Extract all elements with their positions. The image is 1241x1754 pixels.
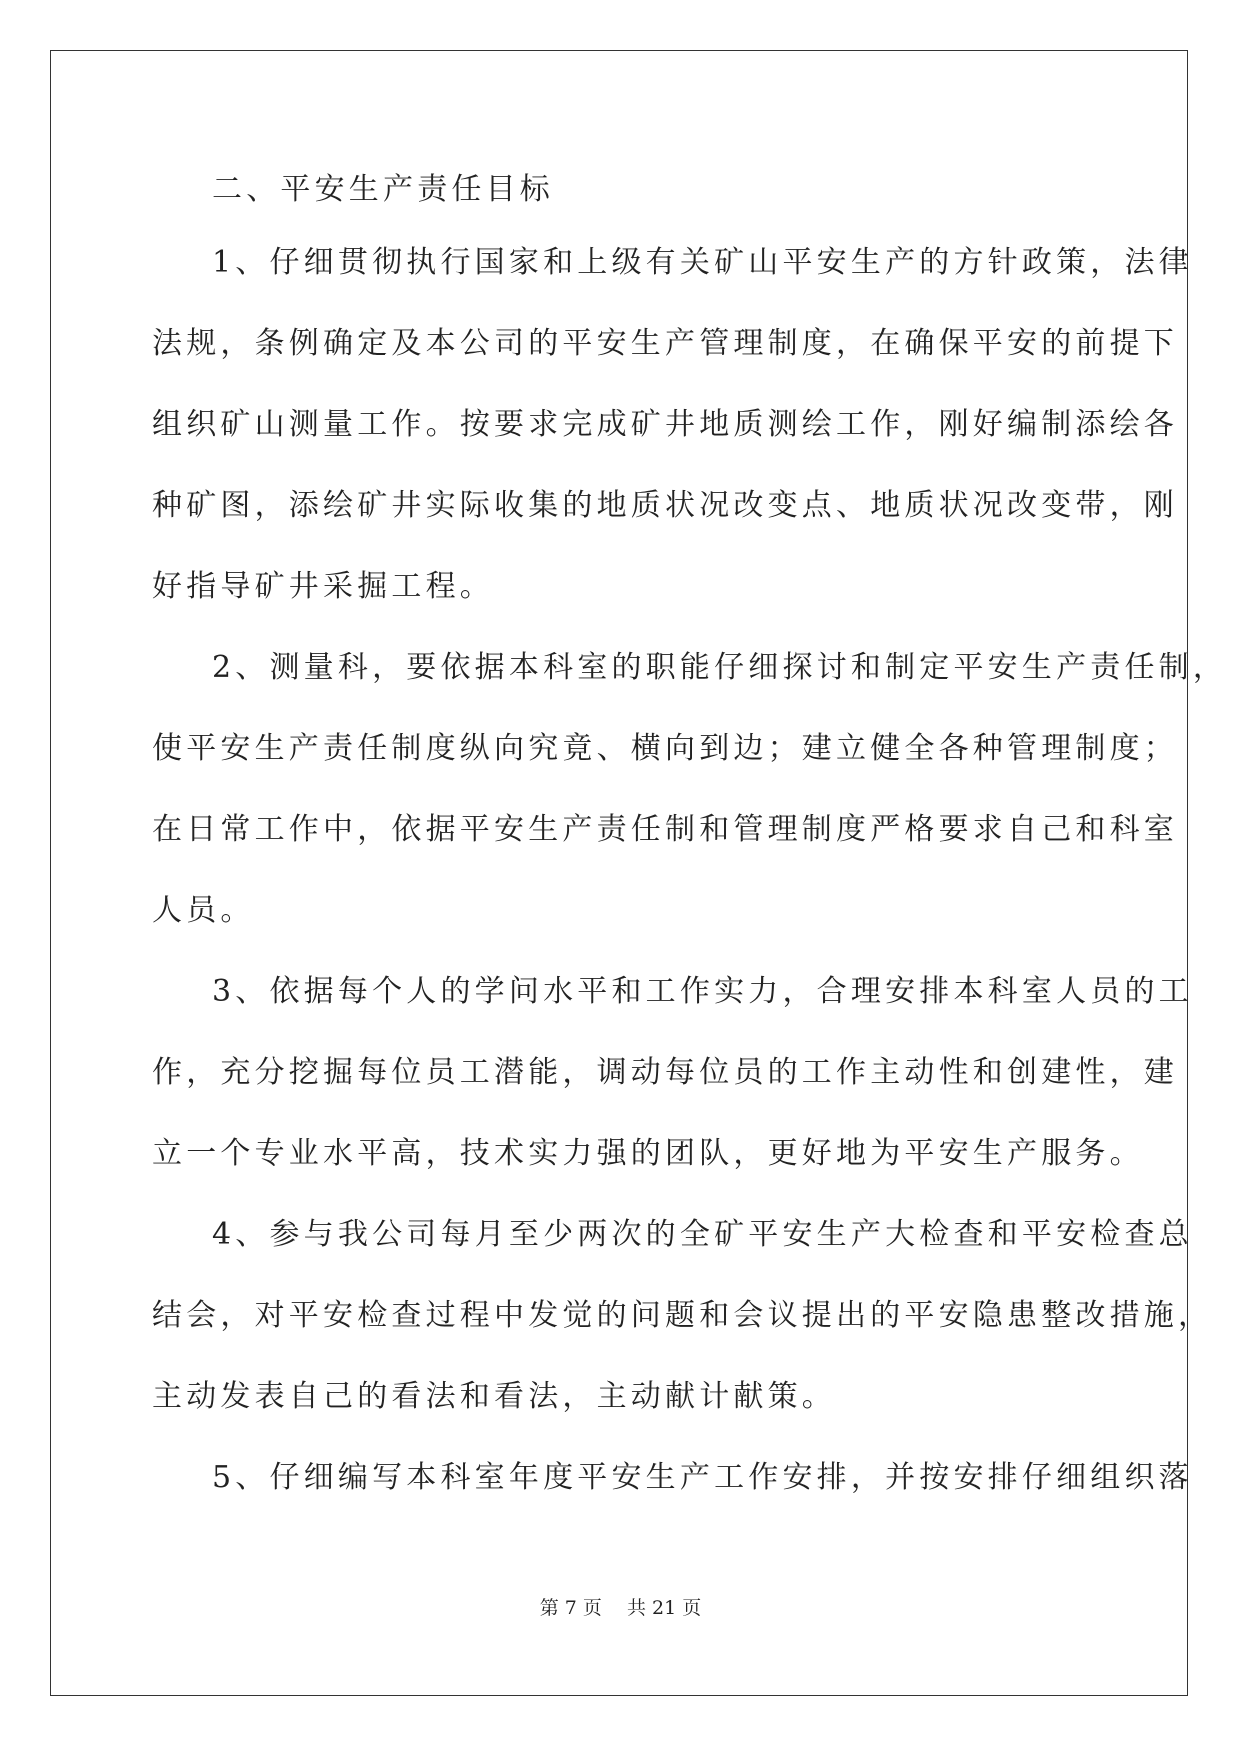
paragraph-line: 在日常工作中，依据平安生产责任制和管理制度严格要求自己和科室 — [152, 812, 1178, 847]
paragraph-line: 人员。 — [152, 893, 255, 928]
section-heading: 二、平安生产责任目标 — [212, 172, 554, 207]
page-number-footer: 第 7 页 共 21 页 — [539, 1597, 702, 1619]
paragraph-line: 法规，条例确定及本公司的平安生产管理制度，在确保平安的前提下 — [152, 326, 1178, 361]
paragraph-line: 4、参与我公司每月至少两次的全矿平安生产大检查和平安检查总 — [212, 1217, 1193, 1252]
paragraph-line: 作，充分挖掘每位员工潜能，调动每位员的工作主动性和创建性，建 — [152, 1055, 1178, 1090]
paragraph-line: 结会，对平安检查过程中发觉的问题和会议提出的平安隐患整改措施， — [152, 1298, 1213, 1333]
page-border — [50, 50, 1188, 1696]
paragraph-line: 好指导矿井采掘工程。 — [152, 569, 494, 604]
paragraph-line: 2、测量科，要依据本科室的职能仔细探讨和制定平安生产责任制， — [212, 650, 1228, 685]
paragraph-line: 使平安生产责任制度纵向究竟、横向到边；建立健全各种管理制度； — [152, 731, 1178, 766]
paragraph-line: 立一个专业水平高，技术实力强的团队，更好地为平安生产服务。 — [152, 1136, 1144, 1171]
paragraph-line: 种矿图，添绘矿井实际收集的地质状况改变点、地质状况改变带，刚 — [152, 488, 1178, 523]
paragraph-line: 主动发表自己的看法和看法，主动献计献策。 — [152, 1379, 836, 1414]
paragraph-line: 1、仔细贯彻执行国家和上级有关矿山平安生产的方针政策，法律 — [212, 245, 1193, 280]
paragraph-line: 组织矿山测量工作。按要求完成矿井地质测绘工作，刚好编制添绘各 — [152, 407, 1178, 442]
paragraph-line: 5、仔细编写本科室年度平安生产工作安排，并按安排仔细组织落 — [212, 1460, 1193, 1495]
paragraph-line: 3、依据每个人的学问水平和工作实力，合理安排本科室人员的工 — [212, 974, 1193, 1009]
